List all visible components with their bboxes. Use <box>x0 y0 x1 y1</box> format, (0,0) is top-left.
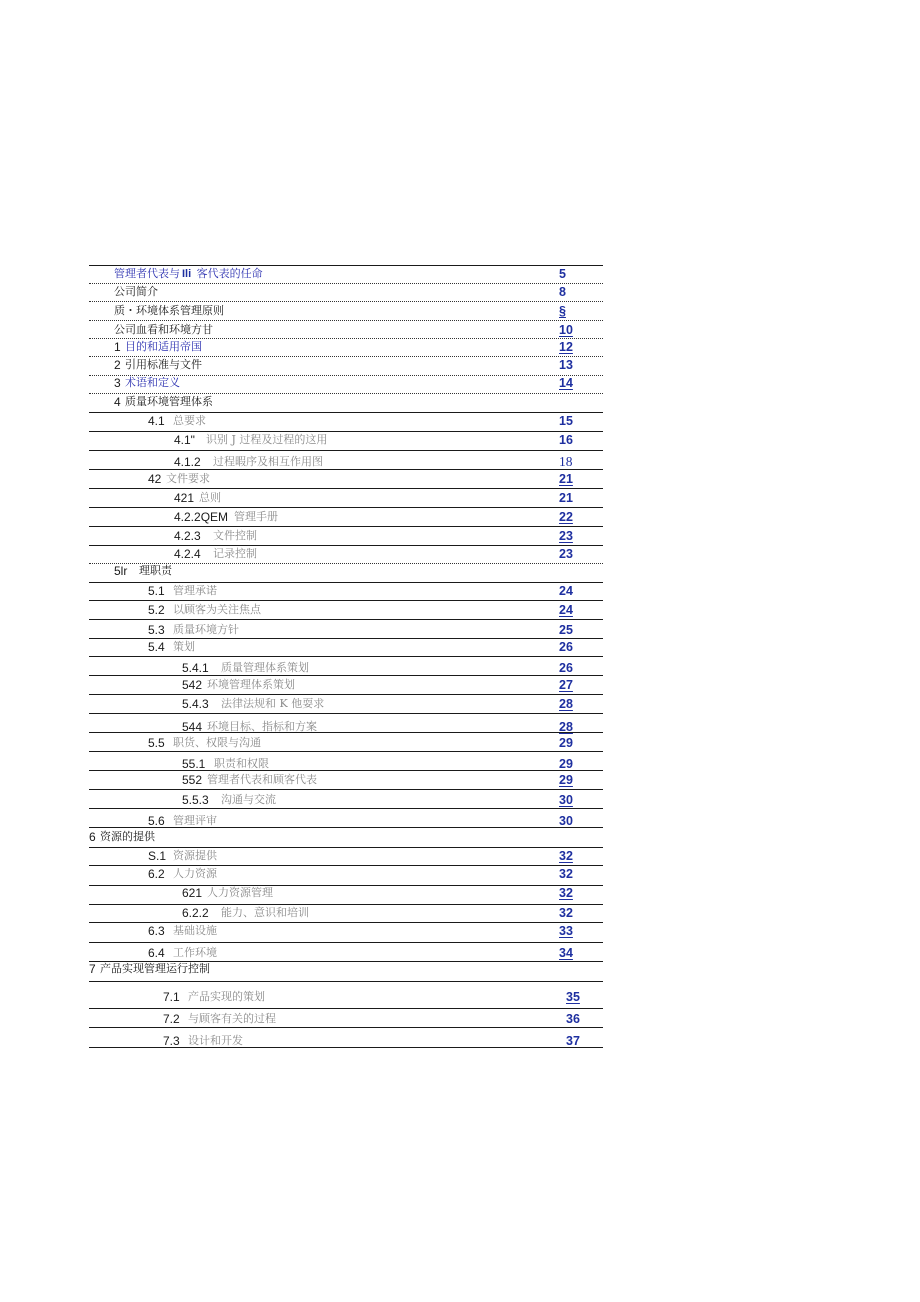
toc-entry-number: 5.1 <box>148 584 165 598</box>
toc-entry-number: 5lr <box>114 564 128 578</box>
toc-entry-number: 5.2 <box>148 603 165 617</box>
toc-entry-title: 资源提供 <box>173 849 217 862</box>
toc-divider <box>89 808 603 809</box>
toc-entry-number: 4.2.3 <box>174 529 201 543</box>
toc-entry[interactable] <box>0 792 920 808</box>
toc-entry-title: 设计和开发 <box>188 1034 243 1047</box>
toc-entry-number: 5.5 <box>148 736 165 750</box>
toc-entry[interactable] <box>0 885 920 901</box>
toc-entry-title: 质量环境方针 <box>173 623 239 636</box>
toc-entry-title: 产品实现的策划 <box>188 990 265 1003</box>
toc-divider <box>89 563 603 564</box>
toc-divider <box>89 638 603 639</box>
toc-entry-number: 421 <box>174 491 195 505</box>
toc-entry-title: 管理评审 <box>173 814 217 827</box>
toc-entry[interactable] <box>0 829 920 845</box>
toc-entry-number: 4.1" <box>174 433 195 447</box>
toc-entry-number: 55.1 <box>182 757 206 771</box>
toc-divider <box>89 675 603 676</box>
toc-entry[interactable] <box>0 677 920 693</box>
toc-entry-title: 公司简介 <box>114 285 158 298</box>
toc-divider <box>89 732 603 733</box>
toc-entry[interactable] <box>0 989 920 1005</box>
toc-divider <box>89 488 603 489</box>
toc-divider <box>89 942 603 943</box>
toc-entry-number: 6.3 <box>148 924 165 938</box>
toc-divider <box>89 922 603 923</box>
toc-entry-number: 6.4 <box>148 946 165 960</box>
toc-divider <box>89 545 603 546</box>
toc-entry-number: 6.2 <box>148 867 165 881</box>
toc-entry-number: 7.1 <box>163 990 180 1004</box>
toc-entry[interactable] <box>0 622 920 638</box>
toc-entry-title: 管理者代表和顾客代表 <box>207 773 317 786</box>
toc-entry[interactable] <box>0 266 920 282</box>
toc-divider <box>89 694 603 695</box>
toc-entry-title: 能力、意识和培训 <box>221 906 309 919</box>
toc-divider <box>89 283 603 284</box>
toc-entry-title: 过程暇序及相互作用图 <box>213 455 323 468</box>
toc-divider <box>89 412 603 413</box>
toc-entry-page-number[interactable]: 32 <box>559 886 573 900</box>
toc-divider <box>89 789 603 790</box>
toc-entry-page-number[interactable]: 12 <box>559 340 573 354</box>
toc-entry-number: 542 <box>182 678 203 692</box>
toc-entry[interactable] <box>0 696 920 712</box>
toc-entry-title: 识别 J 过程及过程的这用 <box>206 433 328 446</box>
toc-entry-page-number[interactable]: 10 <box>559 323 573 337</box>
toc-entry[interactable] <box>0 432 920 448</box>
toc-entry-title: 总则 <box>199 491 221 504</box>
toc-entry-page-number[interactable]: 29 <box>559 773 573 787</box>
toc-entry-title: 环境管理体系策划 <box>207 678 295 691</box>
toc-entry-number: 7 <box>89 962 96 976</box>
toc-entry[interactable] <box>0 284 920 300</box>
toc-entry-number: 7.3 <box>163 1034 180 1048</box>
toc-divider <box>89 450 603 451</box>
toc-entry-page-number: 26 <box>559 640 573 654</box>
toc-entry[interactable] <box>0 528 920 544</box>
toc-entry[interactable] <box>0 905 920 921</box>
toc-entry[interactable] <box>0 375 920 391</box>
toc-divider <box>89 338 603 339</box>
toc-divider <box>89 847 603 848</box>
toc-entry-page-number: 18 <box>559 454 573 469</box>
toc-entry-page-number: 15 <box>559 414 573 428</box>
toc-entry-title: 人力资源管理 <box>207 886 273 899</box>
toc-entry-title: 质量环境管理体系 <box>125 395 213 408</box>
toc-entry-page-number: 23 <box>559 547 573 561</box>
toc-entry[interactable] <box>0 961 920 977</box>
toc-entry-number: 6 <box>89 830 96 844</box>
toc-entry-title: 管理承诺 <box>173 584 217 597</box>
toc-divider <box>89 751 603 752</box>
toc-divider <box>89 1047 603 1048</box>
toc-entry-page-number[interactable]: 35 <box>566 990 580 1004</box>
toc-entry[interactable] <box>0 923 920 939</box>
toc-entry-title: 与顾客有关的过程 <box>188 1012 276 1025</box>
toc-entry-title: 质量管理体系策划 <box>221 661 309 674</box>
toc-entry-page-number: 32 <box>559 906 573 920</box>
toc-entry-title: 人力资源 <box>173 867 217 880</box>
toc-entry-number: 5.5.3 <box>182 793 209 807</box>
toc-divider <box>89 375 603 376</box>
toc-entry[interactable] <box>0 303 920 319</box>
toc-entry-page-number[interactable]: 28 <box>559 697 573 711</box>
toc-entry[interactable] <box>0 357 920 373</box>
toc-entry-number: 4.1 <box>148 414 165 428</box>
toc-entry-page-number: 24 <box>559 584 573 598</box>
toc-entry-title: 环境目标、指标和方案 <box>207 720 317 733</box>
toc-entry-title: 总要求 <box>173 414 206 427</box>
toc-entry[interactable] <box>0 583 920 599</box>
toc-divider <box>89 656 603 657</box>
toc-entry-title: 法律法规和 K 他耍求 <box>221 697 325 710</box>
toc-entry-title: 职责和权限 <box>214 757 269 770</box>
toc-entry[interactable] <box>0 471 920 487</box>
toc-entry[interactable] <box>0 322 920 338</box>
toc-entry-number: 621 <box>182 886 203 900</box>
toc-entry-page-number: 16 <box>559 433 573 447</box>
toc-entry-number: 1 <box>114 340 121 354</box>
toc-entry[interactable] <box>0 454 920 470</box>
toc-entry-number: 3 <box>114 376 121 390</box>
toc-entry-title: 理职责 <box>139 564 172 577</box>
toc-entry-title: 职货、权限与沟通 <box>173 736 261 749</box>
toc-entry[interactable] <box>0 945 920 961</box>
toc-entry[interactable] <box>0 394 920 410</box>
toc-entry-number: S.1 <box>148 849 167 863</box>
toc-entry-number: 544 <box>182 720 203 734</box>
toc-entry-number: 5.4 <box>148 640 165 654</box>
toc-entry-title: 术语和定义 <box>125 376 180 389</box>
toc-entry-title: 引用标准与文件 <box>125 358 202 371</box>
toc-entry[interactable] <box>0 772 920 788</box>
toc-entry-page-number[interactable]: 33 <box>559 924 573 938</box>
toc-entry-title: 以顾客为关注焦点 <box>173 603 261 616</box>
toc-entry[interactable] <box>0 563 920 579</box>
toc-entry-title: 沟通与交流 <box>221 793 276 806</box>
toc-divider <box>89 885 603 886</box>
toc-entry-title: 文件要求 <box>166 472 210 485</box>
toc-divider <box>89 600 603 601</box>
toc-entry-page-number: 8 <box>559 285 566 299</box>
toc-entry-page-number[interactable]: 23 <box>559 529 573 543</box>
toc-entry-title: 基础设施 <box>173 924 217 937</box>
toc-entry-page-number[interactable]: 30 <box>559 793 573 807</box>
toc-entry-number: 5.4.1 <box>182 661 209 675</box>
toc-entry-number: 4.1.2 <box>174 455 201 469</box>
toc-divider <box>89 770 603 771</box>
toc-entry-title: 记录控制 <box>213 547 257 560</box>
toc-entry-page-number[interactable]: 28 <box>559 720 573 734</box>
toc-entry-page-number[interactable]: 21 <box>559 472 573 486</box>
toc-entry-number: 5.4.3 <box>182 697 209 711</box>
toc-divider <box>89 1008 603 1009</box>
toc-entry-page-number: 5 <box>559 267 566 281</box>
toc-entry[interactable] <box>0 413 920 429</box>
toc-entry-title: 文件控制 <box>213 529 257 542</box>
toc-entry[interactable] <box>0 546 920 562</box>
toc-entry-title: 质・环境体系管理原则 <box>114 304 224 317</box>
toc-entry[interactable] <box>0 602 920 618</box>
toc-entry-title: 策划 <box>173 640 195 653</box>
toc-divider <box>89 981 603 982</box>
toc-entry-title: 公司血看和环境方甘 <box>114 323 213 336</box>
toc-entry-number: 4.2.4 <box>174 547 201 561</box>
toc-entry[interactable] <box>0 1011 920 1027</box>
toc-divider <box>89 713 603 714</box>
toc-entry-page-number: 13 <box>559 358 573 372</box>
toc-entry-page-number: 32 <box>559 867 573 881</box>
toc-entry-page-number: 25 <box>559 623 573 637</box>
toc-entry-page-number: 26 <box>559 661 573 675</box>
toc-entry[interactable] <box>0 848 920 864</box>
toc-entry[interactable] <box>0 490 920 506</box>
toc-divider <box>89 526 603 527</box>
toc-divider <box>89 469 603 470</box>
toc-divider <box>89 961 603 962</box>
toc-entry-page-number[interactable]: 14 <box>559 376 573 390</box>
toc-divider <box>89 582 603 583</box>
toc-entry-page-number[interactable]: 30 <box>559 814 573 828</box>
toc-divider <box>89 265 603 266</box>
toc-entry-page-number: 29 <box>559 736 573 750</box>
toc-entry-page-number: 36 <box>566 1012 580 1026</box>
toc-entry-page-number[interactable]: 37 <box>566 1034 580 1048</box>
toc-entry-number: 42 <box>148 472 162 486</box>
toc-entry[interactable] <box>0 339 920 355</box>
toc-entry-page-number[interactable]: 34 <box>559 946 573 960</box>
toc-entry-page-number: 21 <box>559 491 573 505</box>
toc-entry-page-number[interactable]: 22 <box>559 510 573 524</box>
toc-divider <box>89 1027 603 1028</box>
toc-entry-number: 4 <box>114 395 121 409</box>
toc-divider <box>89 431 603 432</box>
toc-entry-number: 5.6 <box>148 814 165 828</box>
toc-divider <box>89 619 603 620</box>
toc-entry-number: 552 <box>182 773 203 787</box>
toc-entry-page-number[interactable]: 24 <box>559 603 573 617</box>
toc-entry-number: 7.2 <box>163 1012 180 1026</box>
toc-entry[interactable] <box>0 660 920 676</box>
toc-entry-number: 5.3 <box>148 623 165 637</box>
toc-entry[interactable] <box>0 866 920 882</box>
toc-entry-number: 4.2.2QEM <box>174 510 229 524</box>
toc-entry-title: 目的和适用帝国 <box>125 340 202 353</box>
toc-entry-title: 资源的提供 <box>100 830 155 843</box>
toc-entry[interactable] <box>0 639 920 655</box>
toc-divider <box>89 507 603 508</box>
toc-divider <box>89 827 603 828</box>
toc-divider <box>89 320 603 321</box>
toc-divider <box>89 865 603 866</box>
toc-entry-page-number[interactable]: 27 <box>559 678 573 692</box>
toc-entry[interactable] <box>0 509 920 525</box>
toc-entry[interactable] <box>0 735 920 751</box>
toc-entry-title: 工作环境 <box>173 946 217 959</box>
toc-entry-title: 管理者代表与 Ili 客代表的任命 <box>114 267 263 280</box>
toc-entry-page-number[interactable]: 32 <box>559 849 573 863</box>
toc-entry-number: 6.2.2 <box>182 906 209 920</box>
toc-entry-title: 管理手册 <box>234 510 278 523</box>
toc-divider <box>89 904 603 905</box>
toc-entry-page-number: 29 <box>559 757 573 771</box>
toc-entry-title: 产品实现管理运行控制 <box>100 962 210 975</box>
toc-divider <box>89 301 603 302</box>
toc-divider <box>89 356 603 357</box>
toc-entry-page-number[interactable]: § <box>559 304 566 318</box>
toc-divider <box>89 393 603 394</box>
toc-entry-number: 2 <box>114 358 121 372</box>
